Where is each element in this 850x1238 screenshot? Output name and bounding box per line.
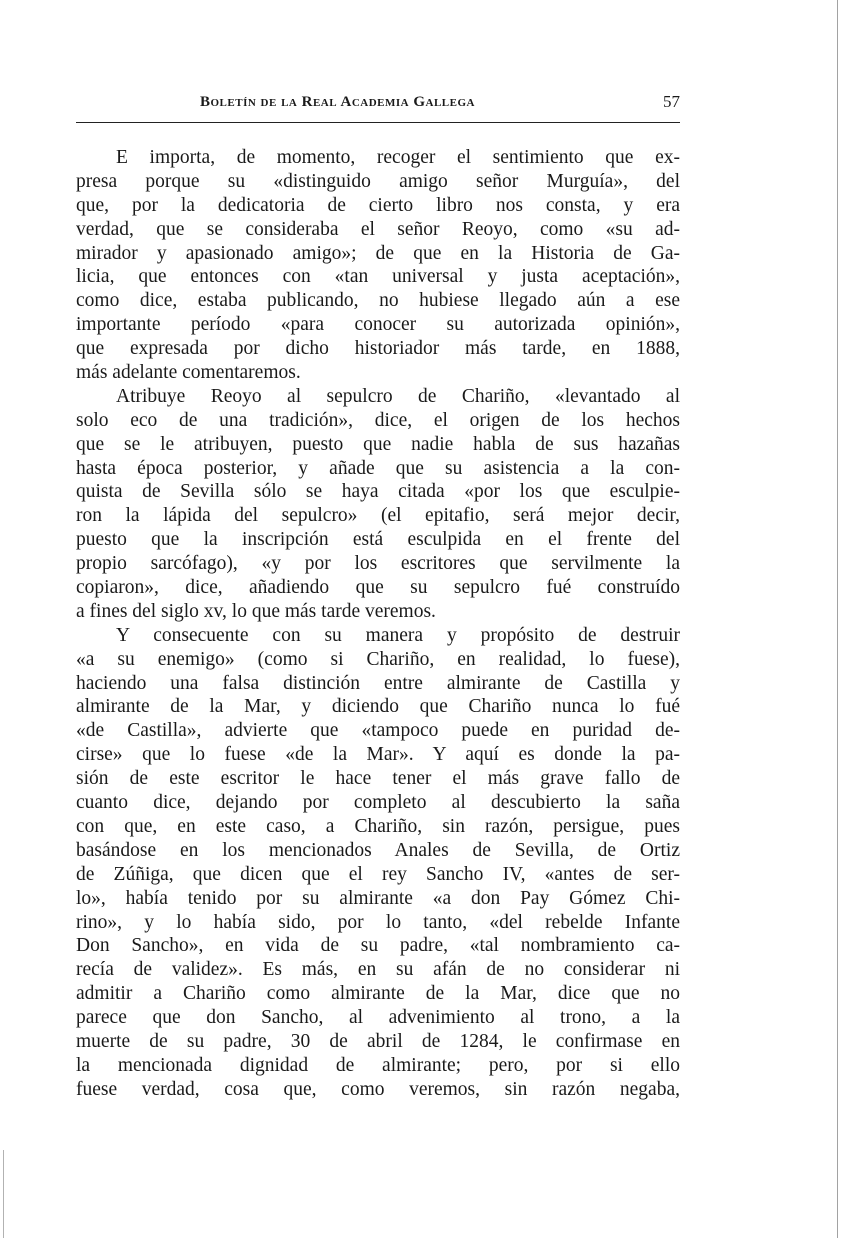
- text-line: Atribuye Reoyo al sepulcro de Chariño, «levantado al: [116, 385, 680, 407]
- text-line: lo», había tenido por su almirante «a don Pay Gómez Chi-: [76, 887, 680, 909]
- text-line: parece que don Sancho, al advenimiento al trono, a la: [76, 1007, 680, 1029]
- page-number: 57: [663, 92, 680, 111]
- text-line: verdad, que se consideraba el señor Reoyo, como «su ad-: [76, 218, 680, 240]
- text-line: basándose en los mencionados Anales de Sevilla, de Ortiz: [76, 839, 680, 861]
- text-line: cuanto dice, dejando por completo al descubierto la saña: [76, 792, 680, 814]
- page-edge-line: [837, 0, 838, 1238]
- text-line: Y consecuente con su manera y propósito de destruir: [116, 624, 680, 646]
- text-line: copiaron», dice, añadiendo que su sepulcro fué construído: [76, 577, 680, 599]
- text-line: solo eco de una tradición», dice, el origen de los hechos: [76, 409, 680, 431]
- text-line: ron la lápida del sepulcro» (el epitafio, será mejor decir,: [76, 505, 680, 527]
- text-line: almirante de la Mar, y diciendo que Chariño nunca lo fué: [76, 696, 680, 718]
- text-line: quista de Sevilla sólo se haya citada «por los que esculpie-: [76, 481, 680, 503]
- text-line: admitir a Chariño como almirante de la Mar, dice que no: [76, 983, 680, 1005]
- text-line: muerte de su padre, 30 de abril de 1284, le confirmase en: [76, 1030, 680, 1052]
- text-line: con que, en este caso, a Chariño, sin razón, persigue, pues: [76, 815, 680, 837]
- page-edge-line-left: [3, 1150, 4, 1238]
- text-line: presa porque su «distinguido amigo señor Murguía», del: [76, 170, 680, 192]
- text-line: propio sarcófago), «y por los escritores que servilmente la: [76, 553, 680, 575]
- text-line: la mencionada dignidad de almirante; pero, por si ello: [76, 1054, 680, 1076]
- text-line: puesto que la inscripción está esculpida en el frente del: [76, 529, 680, 551]
- text-line: más adelante comentaremos.: [76, 362, 301, 384]
- text-line: licia, que entonces con «tan universal y justa aceptación»,: [76, 266, 680, 288]
- text-line: mirador y apasionado amigo»; de que en la Historia de Ga-: [76, 242, 680, 264]
- text-line: que expresada por dicho historiador más tarde, en 1888,: [76, 338, 680, 360]
- running-head: [76, 90, 680, 120]
- text-line: importante período «para conocer su autorizada opinión»,: [76, 314, 680, 336]
- running-title: Boletín de la Real Academia Gallega: [200, 94, 475, 110]
- text-line: como dice, estaba publicando, no hubiese llegado aún a ese: [76, 290, 680, 312]
- text-line: a fines del siglo xv, lo que más tarde veremos.: [76, 600, 436, 622]
- header-rule: [76, 122, 680, 123]
- text-line: Don Sancho», en vida de su padre, «tal nombramiento ca-: [76, 935, 680, 957]
- text-line: fuese verdad, cosa que, como veremos, sin razón negaba,: [76, 1078, 680, 1100]
- text-line: de Zúñiga, que dicen que el rey Sancho IV, «antes de ser-: [76, 863, 680, 885]
- text-line: que se le atribuyen, puesto que nadie habla de sus hazañas: [76, 433, 680, 455]
- text-line: «a su enemigo» (como si Chariño, en realidad, lo fuese),: [76, 648, 680, 670]
- text-line: sión de este escritor le hace tener el más grave fallo de: [76, 768, 680, 790]
- text-line: que, por la dedicatoria de cierto libro nos consta, y era: [76, 194, 680, 216]
- text-line: haciendo una falsa distinción entre almirante de Castilla y: [76, 672, 680, 694]
- body-text: [76, 146, 680, 1102]
- text-line: hasta época posterior, y añade que su asistencia a la con-: [76, 457, 680, 479]
- text-line: cirse» que lo fuese «de la Mar». Y aquí es donde la pa-: [76, 744, 680, 766]
- text-line: rino», y lo había sido, por lo tanto, «del rebelde Infante: [76, 911, 680, 933]
- text-line: «de Castilla», advierte que «tampoco puede en puridad de-: [76, 720, 680, 742]
- text-line: recía de validez». Es más, en su afán de no considerar ni: [76, 959, 680, 981]
- text-line: E importa, de momento, recoger el sentimiento que ex-: [116, 147, 680, 168]
